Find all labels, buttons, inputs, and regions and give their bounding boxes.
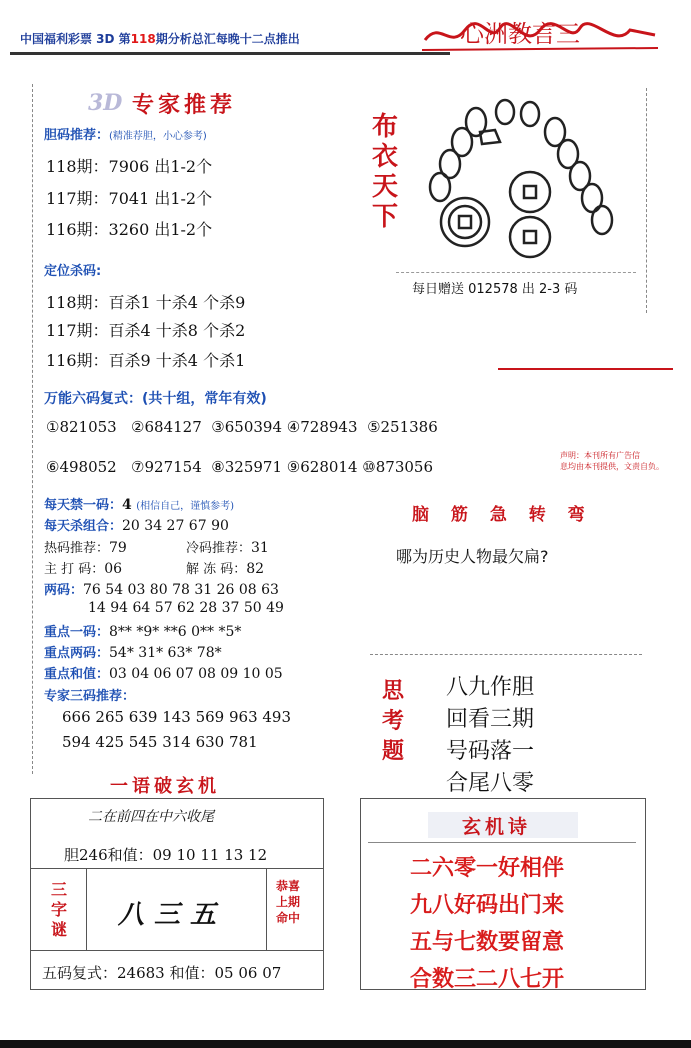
six-code-row-1: ①821053 ②684127 ③650394 ④728943 ⑤251386 (46, 418, 438, 436)
think-lines: 八九作胆 回看三期 号码落一 合尾八零 (446, 675, 535, 796)
yiyu-title: 一语破玄机 (110, 776, 220, 797)
disclaimer: 声明：本刊所有广告信 息均由本刊提供，文责自负。 (560, 451, 664, 471)
main-code-row: 主 打 码：06 (44, 561, 123, 577)
script-logo (420, 10, 660, 60)
dan-row: 116期：3260 出1-2个 (46, 220, 213, 239)
dan-row: 118期：7906 出1-2个 (46, 157, 213, 176)
ad-rule (498, 368, 673, 370)
page-header: 中国福利彩票 3D 第118期分析总汇每晚十二点推出 (20, 32, 300, 46)
expert-title: 专家推荐 (132, 92, 237, 118)
dan-title: 胆码推荐：(精准荐胆，小心参考) (44, 128, 207, 143)
key-sum-row: 重点和值：03 04 06 07 08 09 10 05 (44, 666, 283, 682)
cold-code-row: 冷码推荐：31 (186, 540, 269, 556)
brain-teaser-title: 脑 筋 急 转 弯 (412, 505, 593, 525)
five-code-line: 五码复式：24683 和值：05 06 07 (42, 964, 282, 982)
dan-sum-line: 胆246和值：09 10 11 13 12 (64, 846, 268, 864)
issue-number: 118 (130, 32, 156, 46)
poem-lines: 二六零一好相伴 九八好码出门来 五与七数要留意 合数三二八七开 (410, 856, 565, 992)
brain-teaser-question: 哪为历史人物最欠扁? (396, 547, 549, 566)
yiyu-text: 二在前四在中六收尾 (88, 809, 214, 825)
kill-combo-row: 每天杀组合：20 34 27 67 90 (44, 518, 229, 534)
two-code-row-1: 两码：76 54 03 80 78 31 26 08 63 (44, 582, 279, 598)
think-vertical-title: 思 考 题 (381, 678, 404, 764)
dan-row: 117期：7041 出1-2个 (46, 189, 213, 208)
six-code-title: 万能六码复式：(共十组，常年有效) (44, 391, 267, 407)
thaw-code-row: 解 冻 码：82 (186, 561, 265, 577)
kill-row: 118期：百杀1 十杀4 个杀9 (46, 293, 246, 312)
think-divider (370, 654, 642, 656)
key-one-row: 重点一码：8** *9* **6 0** *5* (44, 624, 242, 640)
row-divider (30, 950, 323, 951)
key-two-row: 重点两码：54* 31* 63* 78* (44, 645, 222, 661)
header-rule (10, 52, 450, 55)
zimi-label: 三 字 谜 (50, 880, 67, 939)
gift-divider (396, 272, 636, 274)
ban-one-row: 每天禁一码：4 (相信自己，谨慎参考) (44, 497, 235, 513)
daily-gift: 每日赠送 012578 出 2-3 码 (412, 282, 578, 297)
row-divider (30, 868, 323, 869)
kill-row: 116期：百杀9 十杀4 个杀1 (46, 351, 246, 370)
coin-string-icon (410, 92, 630, 272)
six-code-row-2: ⑥498052 ⑦927154 ⑧325971 ⑨628014 ⑩873056 (46, 458, 434, 476)
congrats-badge: 恭喜 上期 命中 (276, 879, 301, 925)
poem-title: 玄机诗 (462, 816, 532, 838)
buyi-vertical-title: 布 衣 天 下 (371, 112, 398, 232)
col-divider (86, 868, 87, 950)
col-divider (266, 868, 267, 950)
coins-illustration (410, 92, 630, 272)
two-code-row-2: 14 94 64 57 62 28 37 50 49 (88, 600, 284, 616)
three-code-row-2: 594 425 545 314 630 781 (62, 733, 258, 751)
bottom-bar (0, 1040, 691, 1048)
poem-divider (368, 842, 636, 843)
zimi-text: 八三五 (118, 900, 227, 930)
svg-text:心洲教言三: 心洲教言三 (460, 20, 580, 48)
3d-badge: 3D (88, 90, 123, 116)
three-code-row-1: 666 265 639 143 569 963 493 (62, 708, 292, 726)
three-code-title: 专家三码推荐： (44, 689, 136, 704)
kill-title: 定位杀码: (44, 264, 102, 279)
script-logo-graphic (420, 10, 660, 60)
kill-row: 117期：百杀4 十杀8 个杀2 (46, 321, 246, 340)
hot-code-row: 热码推荐：79 (44, 540, 127, 556)
